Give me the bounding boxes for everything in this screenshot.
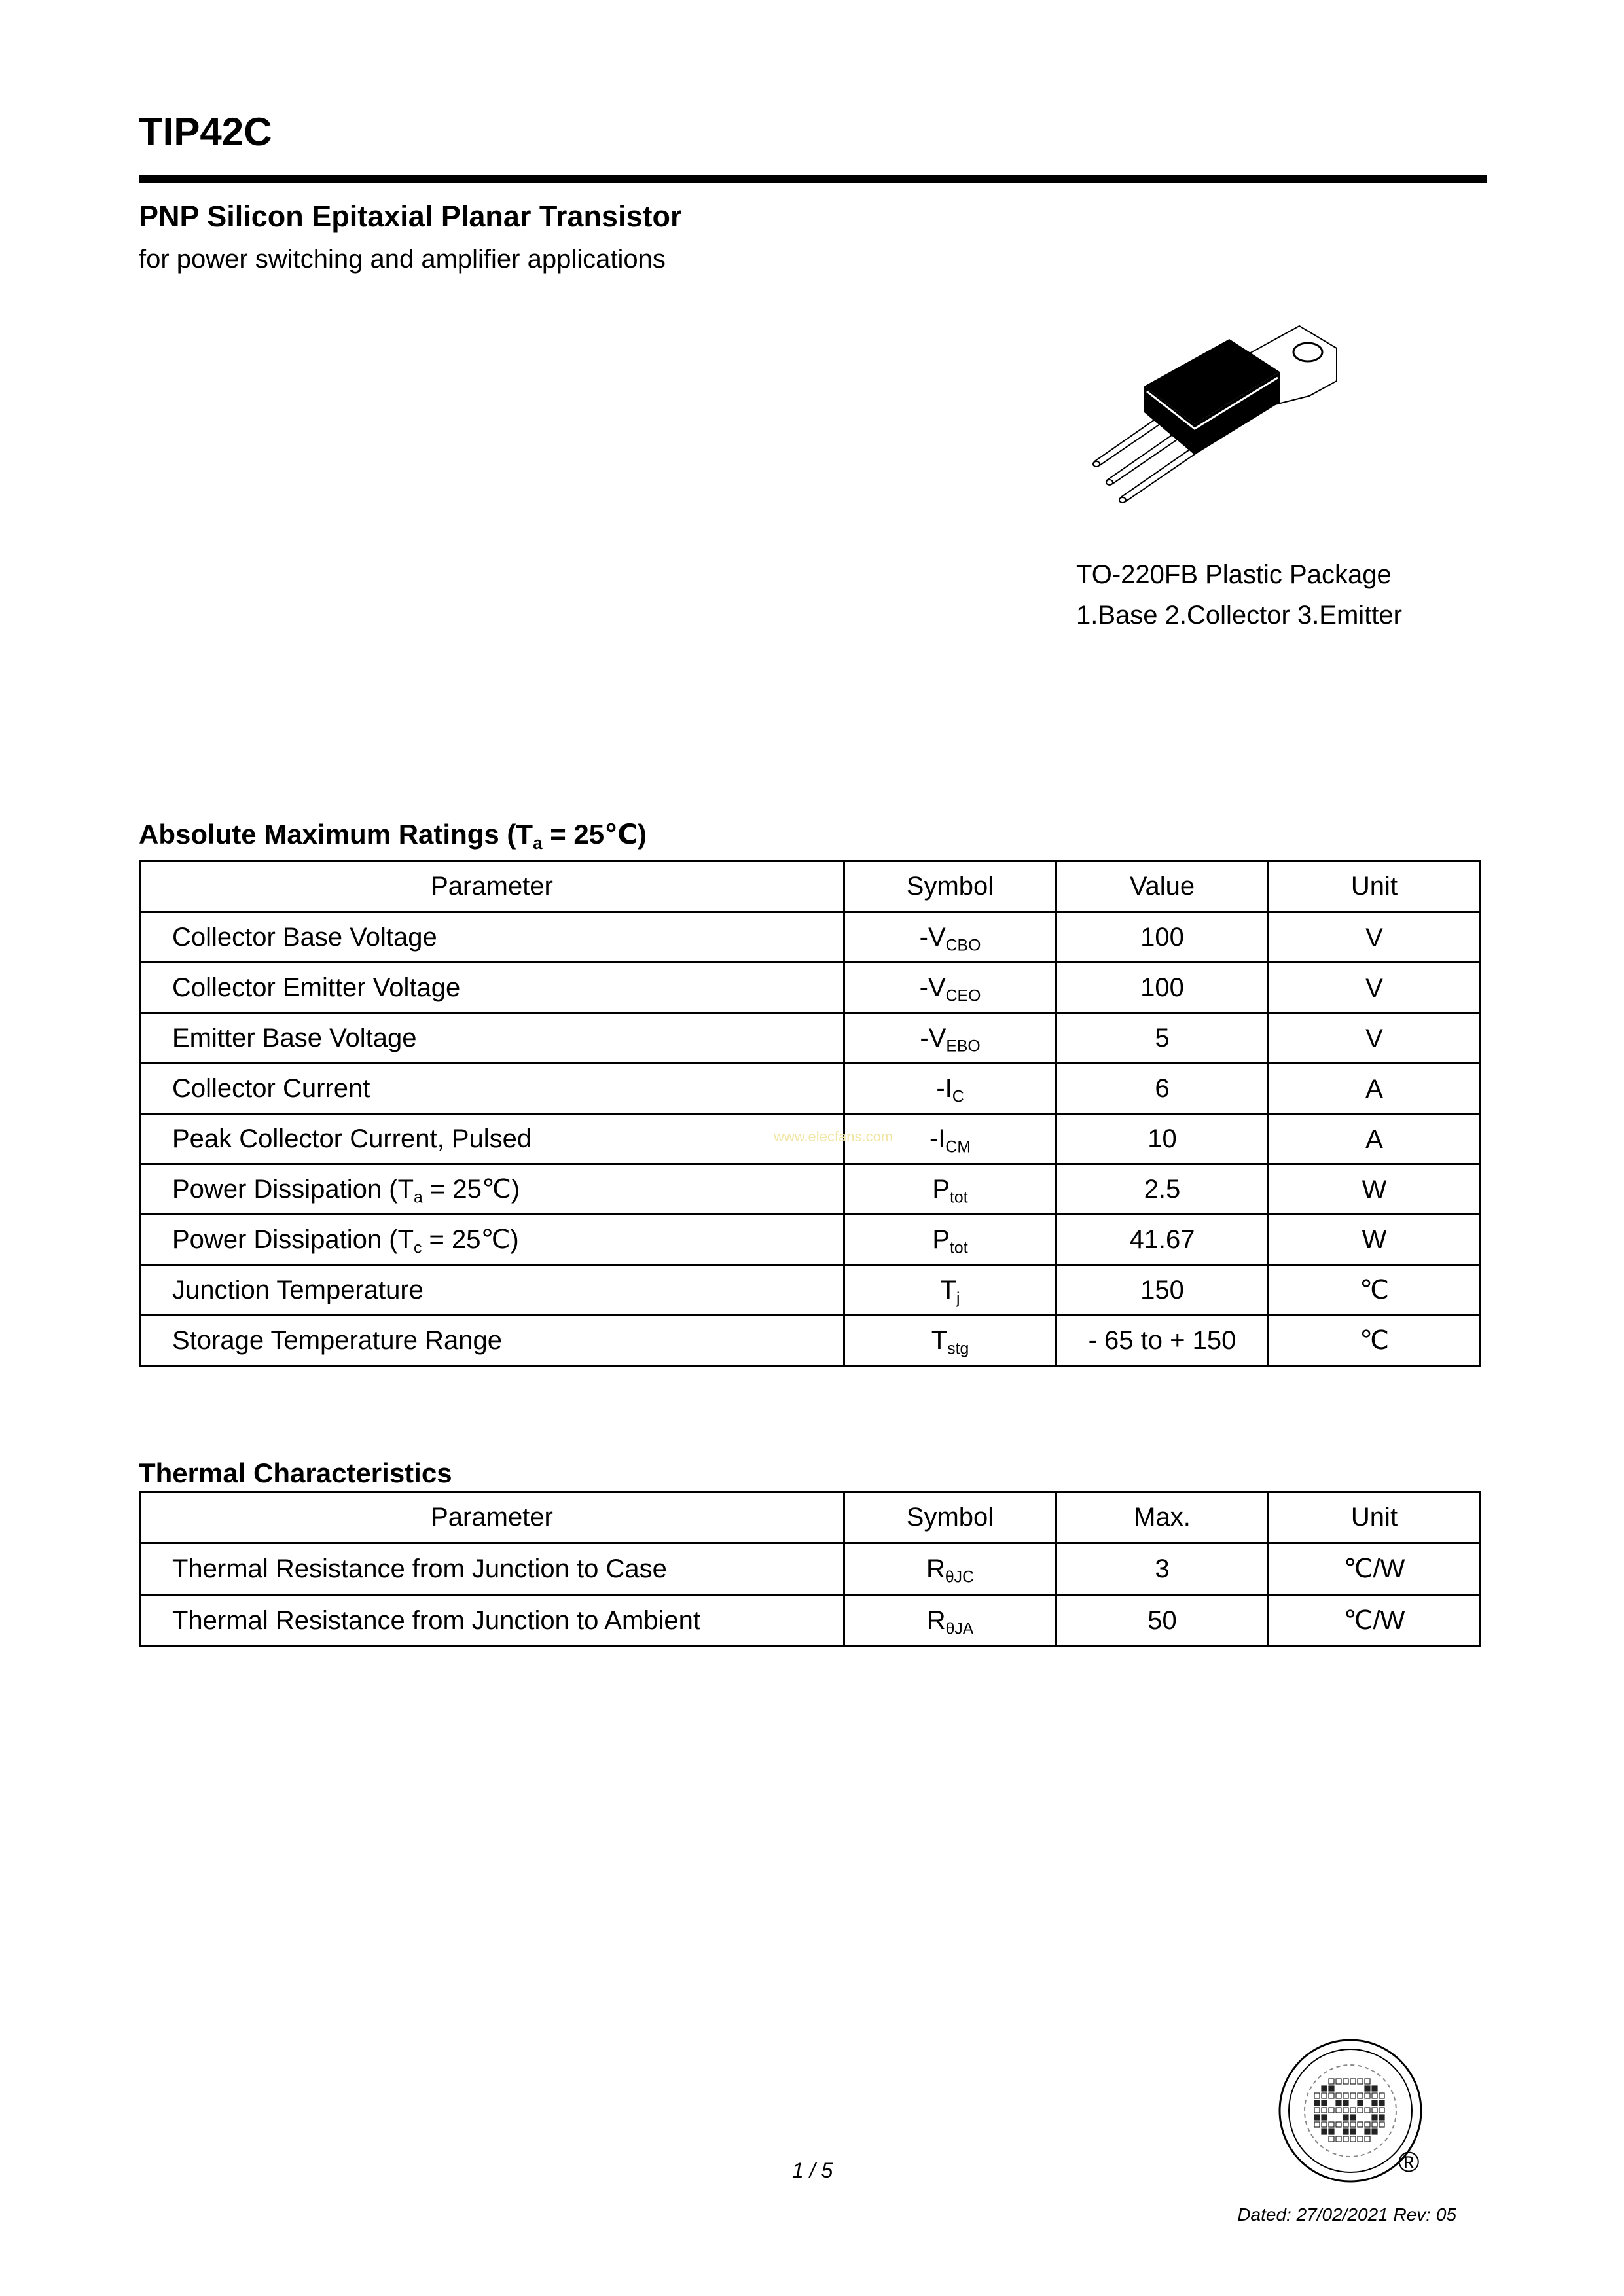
registered-mark: ® — [1398, 2146, 1420, 2178]
value-cell: 2.5 — [1056, 1164, 1269, 1215]
header-divider — [139, 175, 1487, 183]
symbol-cell: $P_{tot}$ — [844, 1164, 1056, 1215]
table-row — [140, 1064, 1481, 1114]
column-header-parameter: Parameter — [140, 1492, 844, 1543]
parameter-cell: Collector Current — [140, 1064, 844, 1114]
symbol-cell: $-V_{CEO}$ — [844, 963, 1056, 1013]
unit-cell: ℃/W — [1269, 1595, 1481, 1647]
value-cell: 50 — [1056, 1595, 1269, 1647]
parameter-cell: Emitter Base Voltage — [140, 1013, 844, 1064]
symbol-cell: $R_{\theta JC}$ — [844, 1543, 1056, 1595]
unit-cell: V — [1269, 1013, 1481, 1064]
value-cell: 5 — [1056, 1013, 1269, 1064]
column-header-symbol: Symbol — [844, 1492, 1056, 1543]
table-row — [140, 1543, 1481, 1595]
table-row — [140, 1265, 1481, 1316]
table-row — [140, 1595, 1481, 1647]
value-cell: 41.67 — [1056, 1215, 1269, 1265]
unit-cell: ℃ — [1269, 1265, 1481, 1316]
column-header-unit: Unit — [1269, 861, 1481, 912]
parameter-cell: Peak Collector Current, Pulsed — [140, 1114, 844, 1164]
table-row — [140, 963, 1481, 1013]
unit-cell: ℃/W — [1269, 1543, 1481, 1595]
table-row — [140, 912, 1481, 963]
ratings-title: Absolute Maximum Ratings ($T_a$ = 25℃) — [139, 819, 647, 853]
unit-cell: ℃ — [1269, 1316, 1481, 1366]
value-cell: 3 — [1056, 1543, 1269, 1595]
table-row — [140, 1215, 1481, 1265]
table-header-row — [140, 1492, 1481, 1543]
symbol-cell: $-V_{EBO}$ — [844, 1013, 1056, 1064]
device-subtitle: PNP Silicon Epitaxial Planar Transistor — [139, 200, 682, 233]
to220-package-image — [1074, 314, 1453, 524]
unit-cell: W — [1269, 1215, 1481, 1265]
column-header-value: Value — [1056, 861, 1269, 912]
parameter-cell: Storage Temperature Range — [140, 1316, 844, 1366]
column-header-parameter: Parameter — [140, 861, 844, 912]
parameter-cell: Power Dissipation ($T_c$ = 25℃) — [140, 1215, 844, 1265]
parameter-cell: Thermal Resistance from Junction to Ambient — [140, 1595, 844, 1647]
parameter-cell: Power Dissipation ($T_a$ = 25℃) — [140, 1164, 844, 1215]
unit-cell: W — [1269, 1164, 1481, 1215]
revision-date: Dated: 27/02/2021 Rev: 05 — [1237, 2204, 1456, 2225]
package-name: TO-220FB Plastic Package — [1076, 560, 1392, 589]
watermark-text: www.elecfans.com — [774, 1128, 893, 1145]
symbol-cell: $T_{stg}$ — [844, 1316, 1056, 1366]
column-header-symbol: Symbol — [844, 861, 1056, 912]
package-pinout: 1.Base 2.Collector 3.Emitter — [1076, 601, 1402, 630]
table-row — [140, 1316, 1481, 1366]
unit-cell: V — [1269, 912, 1481, 963]
symbol-cell: $R_{\theta JA}$ — [844, 1595, 1056, 1647]
value-cell: 150 — [1056, 1265, 1269, 1316]
symbol-cell: $P_{tot}$ — [844, 1215, 1056, 1265]
symbol-cell: $T_j$ — [844, 1265, 1056, 1316]
unit-cell: A — [1269, 1064, 1481, 1114]
thermal-title: Thermal Characteristics — [139, 1458, 452, 1488]
parameter-cell: Junction Temperature — [140, 1265, 844, 1316]
table-row — [140, 1013, 1481, 1064]
part-number-title: TIP42C — [139, 110, 272, 154]
value-cell: 6 — [1056, 1064, 1269, 1114]
page-number: 1 / 5 — [792, 2159, 833, 2182]
unit-cell: V — [1269, 963, 1481, 1013]
parameter-cell: Collector Emitter Voltage — [140, 963, 844, 1013]
table-header-row — [140, 861, 1481, 912]
mounting-hole — [1293, 343, 1322, 361]
device-description: for power switching and amplifier applications — [139, 245, 666, 274]
thermal-characteristics-table — [139, 1491, 1481, 1647]
symbol-cell: $-I_C$ — [844, 1064, 1056, 1114]
column-header-max: Max. — [1056, 1492, 1269, 1543]
value-cell: 100 — [1056, 963, 1269, 1013]
column-header-unit: Unit — [1269, 1492, 1481, 1543]
symbol-cell: $-I_{CM}$ — [844, 1114, 1056, 1164]
symbol-cell: $-V_{CBO}$ — [844, 912, 1056, 963]
parameter-cell: Collector Base Voltage — [140, 912, 844, 963]
value-cell: 10 — [1056, 1114, 1269, 1164]
parameter-cell: Thermal Resistance from Junction to Case — [140, 1543, 844, 1595]
table-row — [140, 1164, 1481, 1215]
value-cell: 100 — [1056, 912, 1269, 963]
value-cell: - 65 to + 150 — [1056, 1316, 1269, 1366]
unit-cell: A — [1269, 1114, 1481, 1164]
absolute-maximum-ratings-table — [139, 860, 1481, 1367]
